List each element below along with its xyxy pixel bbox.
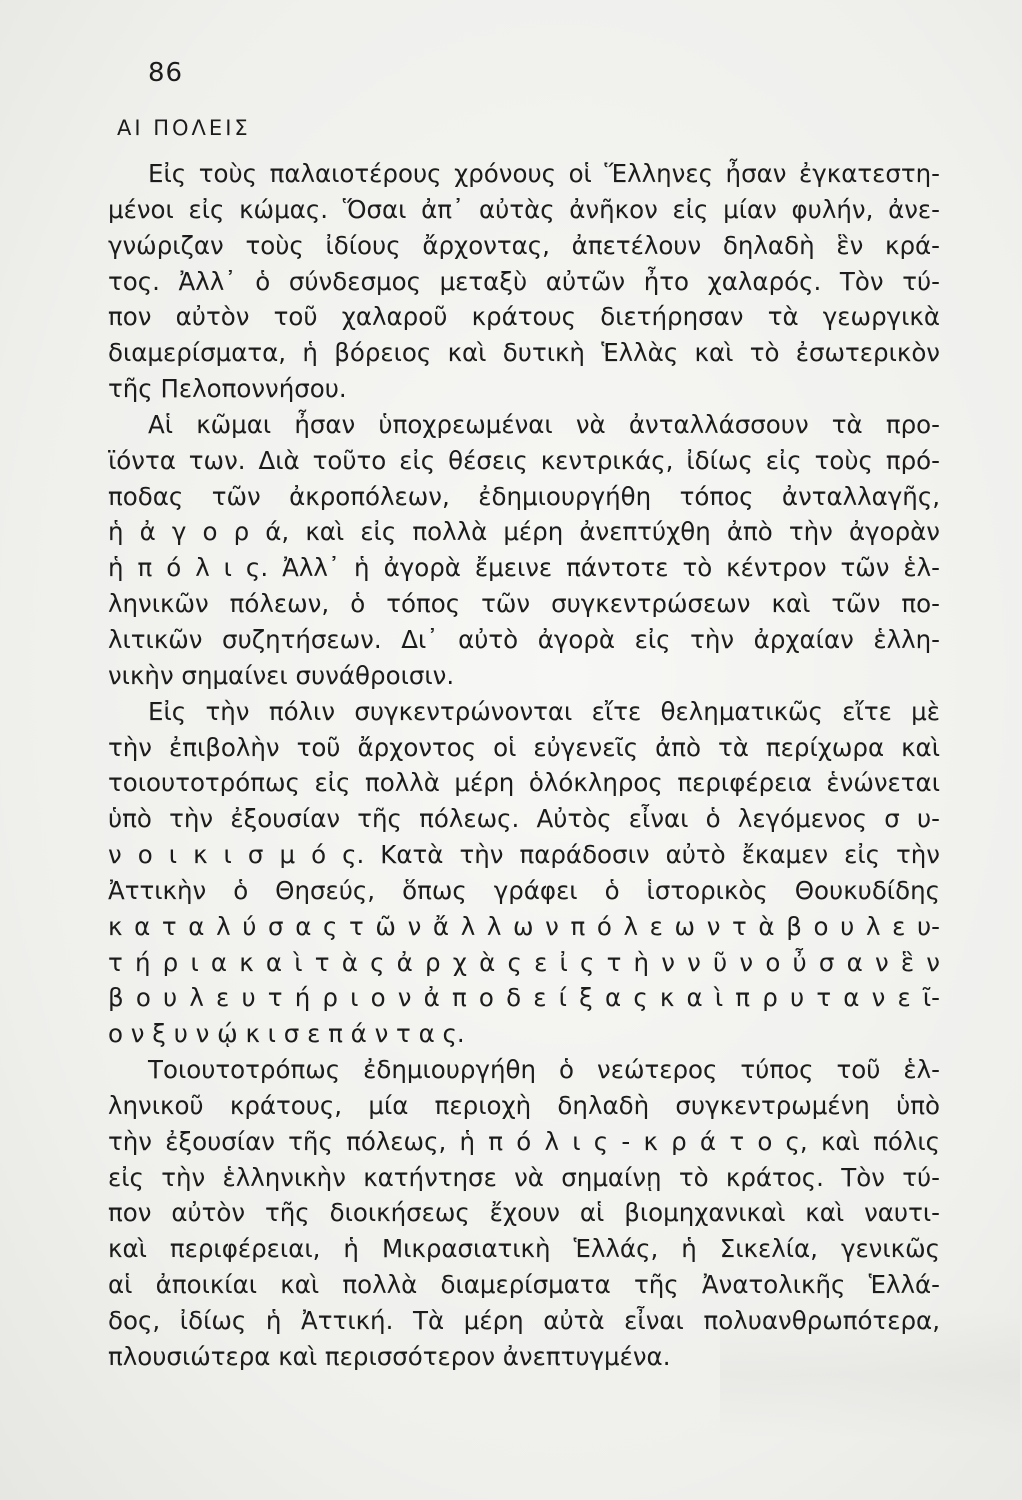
text-line: Εἰς τὴν πόλιν συγκεντρώνονται εἴτε θεληματικῶς εἴτε μὲ: [148, 696, 940, 726]
text-line: τοιουτοτρόπως εἰς πολλὰ μέρη ὁλόκληρος περιφέρεια ἑνώνεται: [108, 768, 940, 798]
text-line: Εἰς τοὺς παλαιοτέρους χρόνους οἱ Ἕλληνες ἦσαν ἐγκατεστη-: [148, 159, 940, 188]
body-text: [108, 156, 940, 1375]
text-line: Ἀττικὴν ὁ Θησεύς, ὅπως γράφει ὁ ἱστορικὸς Θουκυδίδης: [108, 875, 940, 905]
text-line: λιτικῶν συζητήσεων. Δι᾽ αὐτὸ ἀγορὰ εἰς τὴν ἀρχαίαν ἑλλη-: [108, 624, 940, 654]
paragraph: [108, 694, 940, 1052]
text-line: διαμερίσματα, ἡ βόρειος καὶ δυτικὴ Ἑλλὰς καὶ τὸ ἐσωτερικὸν: [108, 338, 940, 368]
text-line: τὴν ἐξουσίαν τῆς πόλεως, ἡ π ό λ ι ς - κ ρ ά τ ο ς, καὶ πόλις: [108, 1126, 940, 1156]
text-line: αἱ ἀποικίαι καὶ πολλὰ διαμερίσματα τῆς Ἀνατολικῆς Ἑλλά-: [108, 1270, 940, 1300]
paragraph: [108, 407, 940, 694]
text-line: τῆς Πελοποννήσου.: [108, 374, 347, 404]
text-line: νικὴν σημαίνει συνάθροισιν.: [108, 660, 455, 690]
text-line: γνώριζαν τοὺς ἰδίους ἄρχοντας, ἀπετέλουν δηλαδὴ ἓν κρά-: [108, 230, 940, 260]
text-line: ληνικοῦ κράτους, μία περιοχὴ δηλαδὴ συγκεντρωμένη ὑπὸ: [108, 1090, 940, 1120]
text-line: κ α τ α λ ύ σ α ς τ ῶ ν ἄ λ λ ω ν π ό λ ε ω ν τ ὰ β ο υ λ ε υ-: [108, 911, 940, 941]
text-line: πλουσιώτερα καὶ περισσότερον ἀνεπτυγμένα.: [108, 1341, 671, 1371]
text-line: τ ή ρ ι α κ α ὶ τ ὰ ς ἀ ρ χ ὰ ς ε ἰ ς τ ὴ ν ν ῦ ν ο ὖ σ α ν ἓ ν: [108, 947, 940, 977]
text-line: ὑπὸ τὴν ἐξουσίαν τῆς πόλεως. Αὐτὸς εἶναι ὁ λεγόμενος σ υ-: [108, 804, 940, 834]
paragraph: [108, 156, 940, 407]
text-line: ἡ ἀ γ ο ρ ά, καὶ εἰς πολλὰ μέρη ἀνεπτύχθη ἀπὸ τὴν ἀγορὰν: [108, 517, 940, 547]
text-line: μένοι εἰς κώμας. Ὅσαι ἀπ᾽ αὐτὰς ἀνῆκον εἰς μίαν φυλήν, ἀνε-: [108, 194, 940, 224]
text-line: ποδας τῶν ἀκροπόλεων, ἐδημιουργήθη τόπος ἀνταλλαγῆς,: [108, 481, 940, 511]
text-line: ϊόντα των. Διὰ τοῦτο εἰς θέσεις κεντρικάς, ἰδίως εἰς τοὺς πρό-: [108, 445, 940, 475]
text-line: πον αὐτὸν τῆς διοικήσεως ἔχουν αἱ βιομηχανικαὶ καὶ ναυτι-: [108, 1198, 940, 1228]
text-line: ο ν ξ υ ν ῴ κ ι σ ε π ά ν τ α ς.: [108, 1019, 465, 1049]
paragraph: [108, 1052, 940, 1375]
text-line: ληνικῶν πόλεων, ὁ τόπος τῶν συγκεντρώσεων καὶ τῶν πο-: [108, 589, 940, 619]
text-line: εἰς τὴν ἑλληνικὴν κατήντησε νὰ σημαίνῃ τὸ κράτος. Τὸν τύ-: [108, 1162, 940, 1192]
text-line: πον αὐτὸν τοῦ χαλαροῦ κράτους διετήρησαν τὰ γεωργικὰ: [108, 302, 940, 332]
text-line: Τοιουτοτρόπως ἐδημιουργήθη ὁ νεώτερος τύπος τοῦ ἑλ-: [148, 1055, 940, 1085]
text-line: τος. Ἀλλ᾽ ὁ σύνδεσμος μεταξὺ αὐτῶν ἦτο χαλαρός. Τὸν τύ-: [108, 266, 940, 296]
text-line: δος, ἰδίως ἡ Ἀττική. Τὰ μέρη αὐτὰ εἶναι πολυανθρωπότερα,: [108, 1306, 940, 1335]
running-head: ΑΙ ΠΟΛΕΙΣ: [117, 116, 251, 140]
text-line: ν ο ι κ ι σ μ ό ς. Κατὰ τὴν παράδοσιν αὐτὸ ἔκαμεν εἰς τὴν: [108, 840, 940, 870]
text-line: ἡ π ό λ ι ς. Ἀλλ᾽ ἡ ἀγορὰ ἔμεινε πάντοτε τὸ κέντρον τῶν ἑλ-: [108, 553, 940, 583]
text-line: καὶ περιφέρειαι, ἡ Μικρασιατικὴ Ἑλλάς, ἡ Σικελία, γενικῶς: [108, 1234, 940, 1264]
text-line: τὴν ἐπιβολὴν τοῦ ἄρχοντος οἱ εὐγενεῖς ἀπὸ τὰ περίχωρα καὶ: [108, 732, 940, 762]
text-line: β ο υ λ ε υ τ ή ρ ι ο ν ἀ π ο δ ε ί ξ α ς κ α ὶ π ρ υ τ α ν ε ῖ-: [108, 983, 940, 1013]
text-line: Αἱ κῶμαι ἦσαν ὑποχρεωμέναι νὰ ἀνταλλάσσουν τὰ προ-: [148, 409, 940, 439]
page-number: 86: [148, 58, 184, 88]
